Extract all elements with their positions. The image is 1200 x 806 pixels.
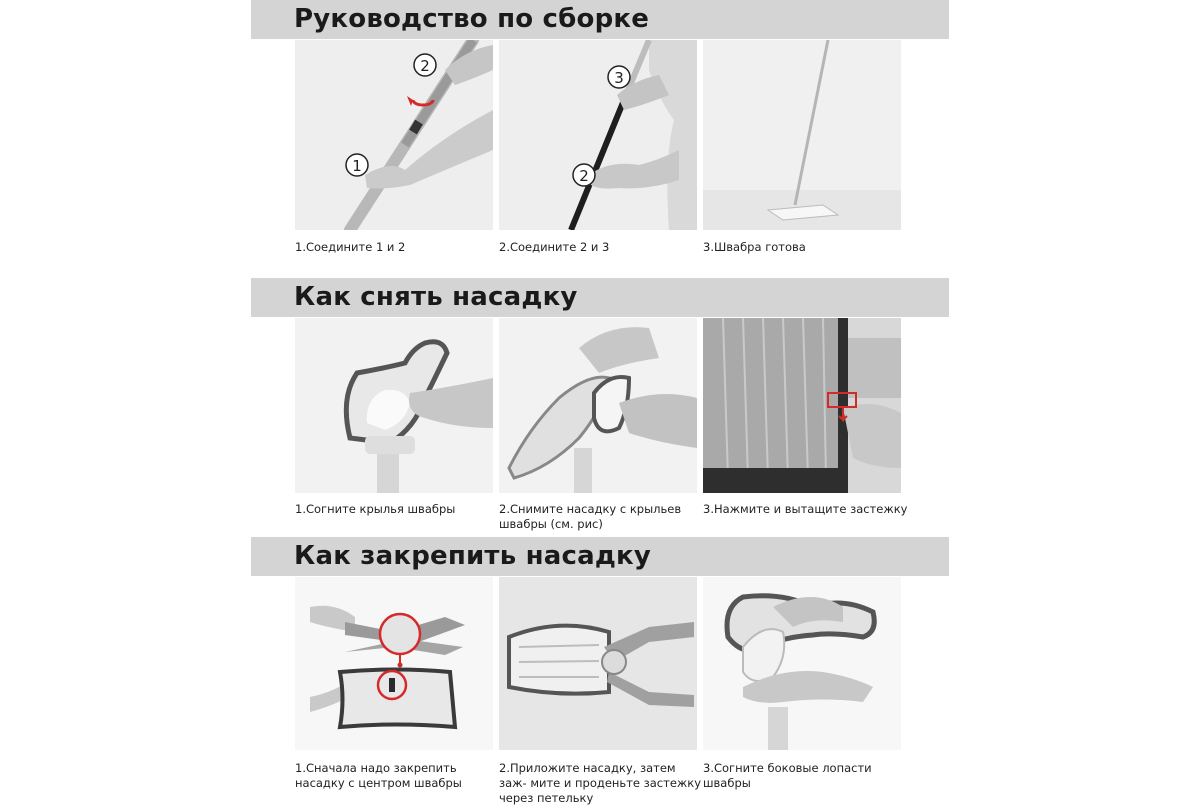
svg-text:2: 2 xyxy=(579,167,589,185)
attach-step-2-caption: 2.Приложите насадку, затем заж- мите и проденьте застежку через петельку xyxy=(499,761,702,805)
attach-step-2-image xyxy=(499,577,697,750)
marker-2b-icon xyxy=(573,164,595,186)
assembly-step-2-image xyxy=(499,40,697,230)
section-banner-assembly xyxy=(251,0,949,39)
section-title-attach: Как закрепить насадку xyxy=(294,541,652,571)
marker-3-icon xyxy=(608,66,630,88)
marker-1-icon xyxy=(346,154,368,176)
remove-step-2-image xyxy=(499,318,697,493)
assembly-step-3-caption: 3.Швабра готова xyxy=(703,240,806,254)
assembly-step-3-image xyxy=(703,40,901,230)
assembly-step-1-caption: 1.Соедините 1 и 2 xyxy=(295,240,406,254)
center-highlight-icon xyxy=(380,614,420,654)
svg-text:2: 2 xyxy=(420,57,430,75)
section-banner-attach xyxy=(251,537,949,576)
remove-step-1-image xyxy=(295,318,493,493)
remove-step-2-caption: 2.Снимите насадку с крыльев швабры (см. рис) xyxy=(499,502,682,531)
attach-step-3-caption: 3.Согните боковые лопасти швабры xyxy=(703,761,872,790)
section-banner-remove xyxy=(251,278,949,317)
section-title-remove: Как снять насадку xyxy=(294,282,578,312)
assembly-step-1-image xyxy=(295,40,493,230)
attach-step-3-image xyxy=(703,577,901,750)
attach-step-1-caption: 1.Сначала надо закрепить насадку с центром швабры xyxy=(295,761,462,790)
remove-step-1-caption: 1.Согните крылья швабры xyxy=(295,502,456,516)
remove-step-3-caption: 3.Нажмите и вытащите застежку xyxy=(703,502,908,516)
attach-step-1-image xyxy=(295,577,493,750)
svg-text:3: 3 xyxy=(614,69,624,87)
section-title-assembly: Руководство по сборке xyxy=(294,4,650,34)
remove-step-3-image xyxy=(703,318,901,493)
svg-text:1: 1 xyxy=(352,157,362,175)
assembly-step-2-caption: 2.Соедините 2 и 3 xyxy=(499,240,610,254)
marker-2-icon xyxy=(414,54,436,76)
